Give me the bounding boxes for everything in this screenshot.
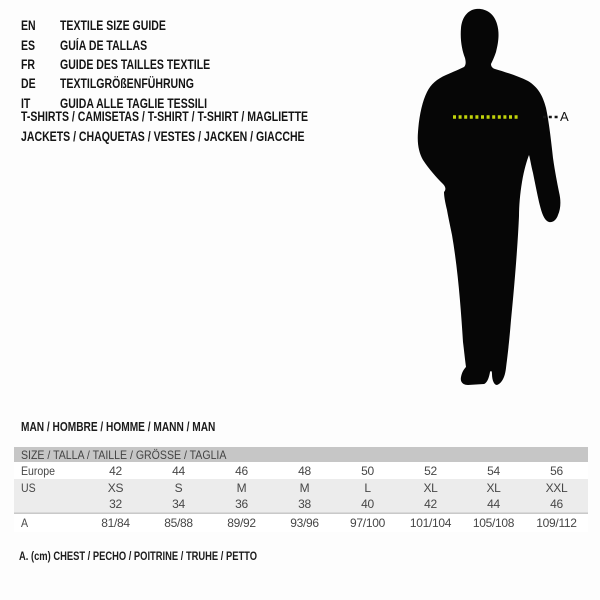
language-code: DE — [21, 76, 36, 92]
cell: 42 — [424, 497, 437, 511]
cell: 81/84 — [101, 516, 130, 530]
cell: 40 — [361, 497, 374, 511]
cell: 56 — [550, 463, 563, 478]
cell: 89/92 — [227, 516, 256, 530]
cell: 44 — [172, 463, 185, 478]
language-label: GUIDE DES TAILLES TEXTILE — [60, 56, 211, 72]
cell: 85/88 — [164, 516, 193, 530]
language-label: GUIDA ALLE TAGLIE TESSILI — [60, 95, 208, 111]
language-label: TEXTILGRÖßENFÜHRUNG — [60, 76, 194, 92]
measurement-footnote: A. (cm) CHEST / PECHO / POITRINE / TRUHE / PETTO — [19, 549, 258, 563]
cell: 42 — [109, 463, 122, 478]
row-label: US — [21, 480, 36, 495]
cell: 105/108 — [472, 516, 515, 530]
table-row-us — [14, 479, 588, 496]
cell: 46 — [550, 497, 563, 511]
cell: 32 — [109, 497, 122, 511]
language-code: ES — [21, 37, 36, 53]
cell: 97/100 — [350, 516, 385, 530]
table-row-europe — [14, 462, 588, 479]
size-table-header: SIZE / TALLA / TAILLE / GRÖSSE / TAGLIA — [21, 447, 227, 462]
man-silhouette-icon — [390, 0, 600, 410]
cell: 36 — [235, 497, 248, 511]
man-silhouette — [418, 9, 561, 385]
language-list — [21, 16, 253, 113]
cell: 109/112 — [536, 516, 577, 530]
cell: XL — [486, 480, 501, 495]
cell: 93/96 — [290, 516, 319, 530]
cell: S — [174, 480, 183, 495]
language-row — [21, 74, 253, 93]
language-label: GUÍA DE TALLAS — [60, 37, 148, 53]
cell: M — [299, 480, 310, 495]
gender-caption: MAN / HOMBRE / HOMME / MANN / MAN — [21, 419, 216, 434]
language-code: EN — [21, 18, 36, 34]
size-table — [14, 447, 588, 532]
cell: XXL — [545, 480, 568, 495]
language-row — [21, 16, 253, 35]
cell: 50 — [361, 463, 374, 478]
language-row — [21, 55, 253, 74]
cell: 34 — [172, 497, 185, 511]
category-tshirts: T-SHIRTS / CAMISETAS / T-SHIRT / T-SHIRT / MAGLIETTE — [21, 109, 309, 125]
language-code: IT — [21, 95, 31, 111]
category-jackets: JACKETS / CHAQUETAS / VESTES / JACKEN / GIACCHE — [21, 128, 305, 144]
table-row-chest — [14, 513, 588, 532]
cell: 38 — [298, 497, 311, 511]
cell: 52 — [424, 463, 437, 478]
language-code: FR — [21, 56, 36, 72]
measure-a-label: A — [560, 109, 569, 124]
table-row-numeric — [14, 496, 588, 512]
category-titles — [21, 107, 389, 146]
cell: 48 — [298, 463, 311, 478]
row-label: A — [21, 516, 29, 530]
cell: 44 — [487, 497, 500, 511]
cell: 46 — [235, 463, 248, 478]
cell: XL — [423, 480, 438, 495]
cell: L — [364, 480, 371, 495]
cell: 101/104 — [409, 516, 452, 530]
language-label: TEXTILE SIZE GUIDE — [60, 18, 166, 34]
cell: 54 — [487, 463, 500, 478]
row-label: Europe — [21, 463, 56, 478]
cell: M — [236, 480, 247, 495]
language-row — [21, 35, 253, 54]
cell: XS — [107, 480, 124, 495]
